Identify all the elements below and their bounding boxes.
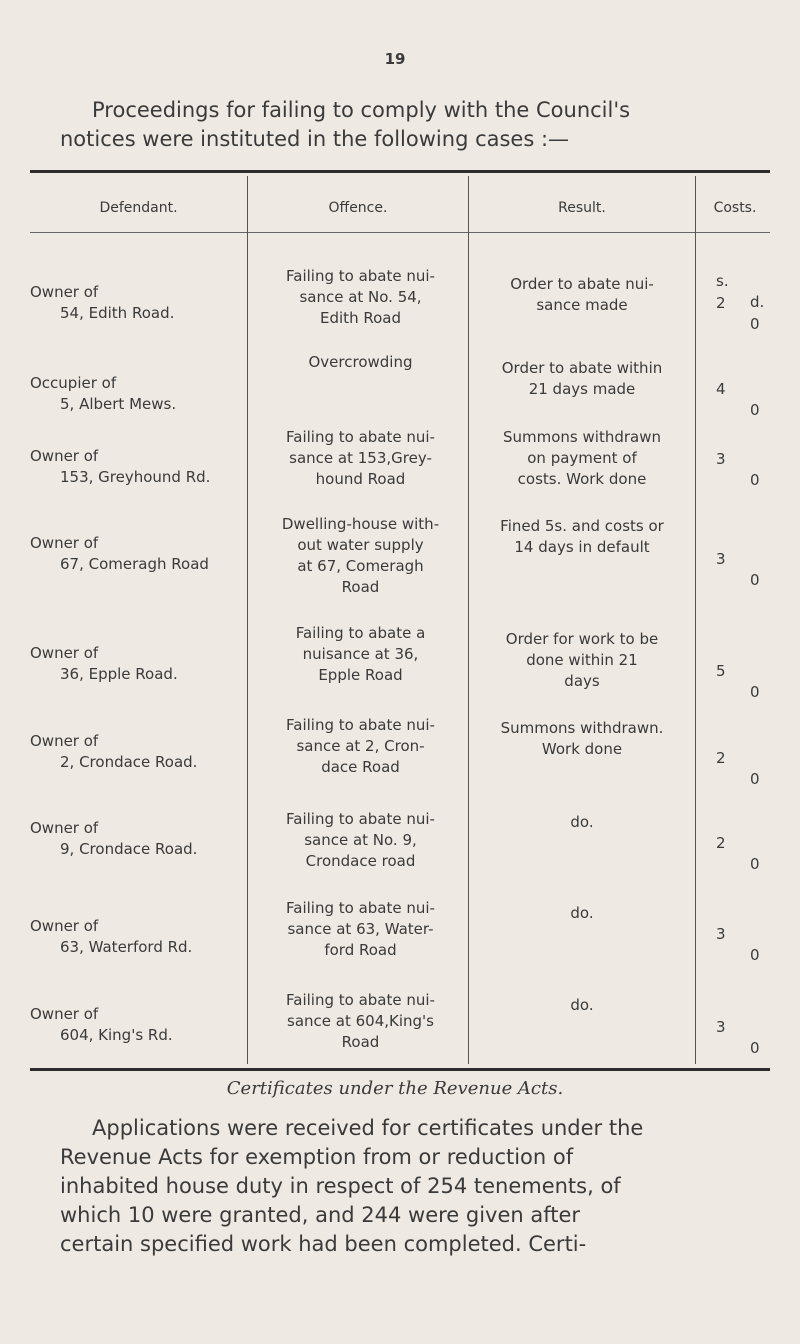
header-costs: Costs. (713, 200, 757, 216)
table-row-cost (703, 903, 773, 966)
table-row-offence: Failing to abate nui- sance at No. 9, Crondace road (286, 810, 435, 870)
defendant-role: Owner of (30, 283, 99, 301)
defendant-address: 67, Comeragh Road (60, 555, 209, 573)
table-row-defendant (30, 622, 245, 706)
defendant-role: Owner of (30, 644, 99, 662)
closing-line: Applications were received for certificates under the (92, 1116, 644, 1140)
defendant-role: Owner of (30, 819, 99, 837)
defendant-address: 54, Edith Road. (60, 304, 175, 322)
column-divider (468, 176, 469, 1064)
defendant-role: Owner of (30, 917, 99, 935)
cost-pence: 0 (750, 770, 760, 788)
table-bottom-rule (30, 1068, 770, 1071)
cost-shillings: 4 (716, 380, 726, 398)
defendant-role: Owner of (30, 447, 99, 465)
table-row-result: do. (570, 904, 594, 922)
table-row-offence: Failing to abate nui- sance at 604,King's Road (286, 991, 435, 1051)
table-row-result: Summons withdrawn. Work done (500, 719, 664, 758)
header-bottom-rule (30, 232, 770, 233)
table-row-offence: Failing to abate a nuisance at 36, Epple Road (295, 624, 426, 684)
cost-pence: 0 (750, 946, 760, 964)
table-row-result: Order to abate within 21 days made (501, 359, 663, 398)
section-title: Certificates under the Revenue Acts. (226, 1078, 564, 1099)
table-row-result: do. (570, 996, 594, 1014)
table-row-cost (703, 996, 773, 1059)
shillings-unit: s. (716, 272, 729, 290)
cost-pence: 0 (750, 855, 760, 873)
table-row-offence: Dwelling-house with- out water supply at 67, Comeragh Road (281, 515, 440, 596)
defendant-role: Owner of (30, 732, 99, 750)
header-defendant: Defendant. (99, 200, 178, 216)
cost-shillings: 3 (716, 1018, 726, 1036)
defendant-address: 2, Crondace Road. (60, 753, 198, 771)
defendant-address: 63, Waterford Rd. (60, 938, 193, 956)
table-row-defendant (30, 983, 245, 1067)
cost-shillings: 2 (716, 749, 726, 767)
table-row-cost (703, 428, 773, 491)
defendant-address: 5, Albert Mews. (60, 395, 177, 413)
table-row-offence: Failing to abate nui- sance at 153,Grey- hound Road (286, 428, 435, 488)
cost-shillings: 3 (716, 925, 726, 943)
table-row-result: do. (570, 813, 594, 831)
table-row-offence: Failing to abate nui- sance at No. 54, Edith Road (286, 267, 435, 327)
cost-shillings: 5 (716, 662, 726, 680)
closing-line: which 10 were granted, and 244 were given after (60, 1203, 581, 1227)
defendant-address: 153, Greyhound Rd. (60, 468, 211, 486)
cost-pence: 0 (750, 683, 760, 701)
cost-shillings: 3 (716, 550, 726, 568)
table-row-defendant (30, 895, 245, 979)
table-row-cost (703, 727, 773, 790)
table-row-result: Fined 5s. and costs or 14 days in default (500, 517, 664, 556)
closing-line: certain specified work had been completed. Certi- (60, 1232, 587, 1256)
intro-line: Proceedings for failing to comply with the Council's (92, 98, 631, 122)
table-row-cost (703, 640, 773, 703)
page-number: 19 (384, 50, 406, 68)
table-row-offence: Failing to abate nui- sance at 2, Cron- dace Road (286, 716, 435, 776)
cost-pence: 0 (750, 471, 760, 489)
table-row-offence: Overcrowding (308, 353, 413, 371)
pence-unit: d. (750, 293, 765, 311)
cost-shillings: 3 (716, 450, 726, 468)
closing-paragraph (60, 1114, 760, 1259)
column-divider (247, 176, 248, 1064)
table-row-defendant (30, 710, 245, 794)
cost-pence: 0 (750, 401, 760, 419)
table-row-result: Order for work to be done within 21 days (505, 630, 659, 690)
header-result: Result. (558, 200, 606, 216)
table-top-rule (30, 170, 770, 173)
defendant-role: Occupier of (30, 374, 117, 392)
cost-shillings: 2 (716, 294, 726, 312)
cost-pence: 0 (750, 1039, 760, 1057)
defendant-role: Owner of (30, 1005, 99, 1023)
closing-line: inhabited house duty in respect of 254 tenements, of (60, 1174, 621, 1198)
table-row-offence: Failing to abate nui- sance at 63, Water- ford Road (286, 899, 435, 959)
table-row-result: Summons withdrawn on payment of costs. Work done (503, 428, 661, 488)
table-row-result: Order to abate nui- sance made (510, 275, 654, 314)
defendant-address: 604, King's Rd. (60, 1026, 173, 1044)
cost-pence: 0 (750, 571, 760, 589)
cost-pence: 0 (750, 315, 760, 333)
table-row-cost (703, 272, 773, 335)
table-row-defendant (30, 512, 245, 596)
table-row-defendant (30, 352, 245, 436)
defendant-role: Owner of (30, 534, 99, 552)
closing-line: Revenue Acts for exemption from or reduction of (60, 1145, 574, 1169)
intro-paragraph (60, 96, 760, 154)
cost-shillings: 2 (716, 834, 726, 852)
table-row-cost (703, 812, 773, 875)
intro-line: notices were instituted in the following cases :— (60, 127, 570, 151)
defendant-address: 36, Epple Road. (60, 665, 178, 683)
table-row-defendant (30, 425, 245, 509)
table-row-defendant (30, 797, 245, 881)
table-row-cost (703, 358, 773, 421)
column-divider (695, 176, 696, 1064)
table-row-cost (703, 528, 773, 591)
header-offence: Offence. (328, 200, 388, 216)
defendant-address: 9, Crondace Road. (60, 840, 198, 858)
table-row-defendant (30, 261, 245, 345)
